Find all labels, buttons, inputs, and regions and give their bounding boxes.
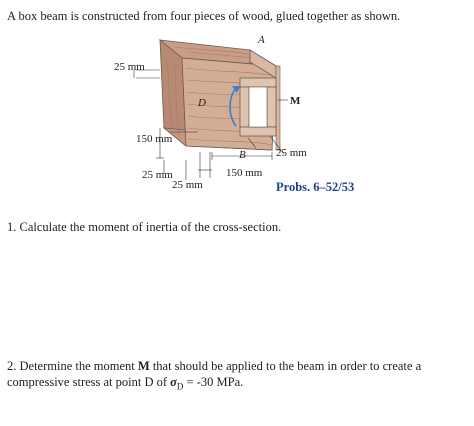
sigma-symbol: σ (170, 375, 177, 389)
dim-top-thickness: 25 mm (114, 61, 145, 73)
dim-height: 150 mm (136, 133, 173, 145)
dim-bottom-left: 25 mm (142, 169, 173, 181)
question-2-text: 2. Determine the moment (7, 359, 135, 373)
dim-bottom-center: 25 mm (172, 179, 203, 191)
section-left-web (240, 87, 249, 127)
question-1: 1. Calculate the moment of inertia of the cross-section. (7, 220, 282, 234)
question-2-text-2: that should be applied to the beam in order to create a compressive stress at point D of (7, 359, 422, 389)
question-2 (7, 358, 469, 395)
section-right-web (267, 87, 276, 127)
problem-reference: Probs. 6–52/53 (276, 180, 355, 194)
problem-intro: A box beam is constructed from four pieces of wood, glued together as shown. (7, 9, 401, 23)
dim-width: 150 mm (226, 167, 263, 179)
section-outer (276, 66, 280, 150)
box-beam-figure (100, 28, 370, 200)
sigma-subscript: D (176, 381, 184, 392)
label-point-b: B (239, 149, 246, 161)
label-point-d: D (198, 97, 206, 109)
question-2-moment-symbol: M (137, 359, 150, 373)
section-hollow (249, 87, 267, 127)
section-bottom-flange (240, 127, 276, 136)
label-point-a: A (258, 34, 265, 46)
beam-drawing (160, 40, 288, 150)
dim-right: 25 mm (276, 147, 307, 159)
stress-value: = -30 MPa. (186, 375, 244, 389)
label-moment: M (290, 95, 301, 107)
section-top-flange (240, 78, 276, 87)
